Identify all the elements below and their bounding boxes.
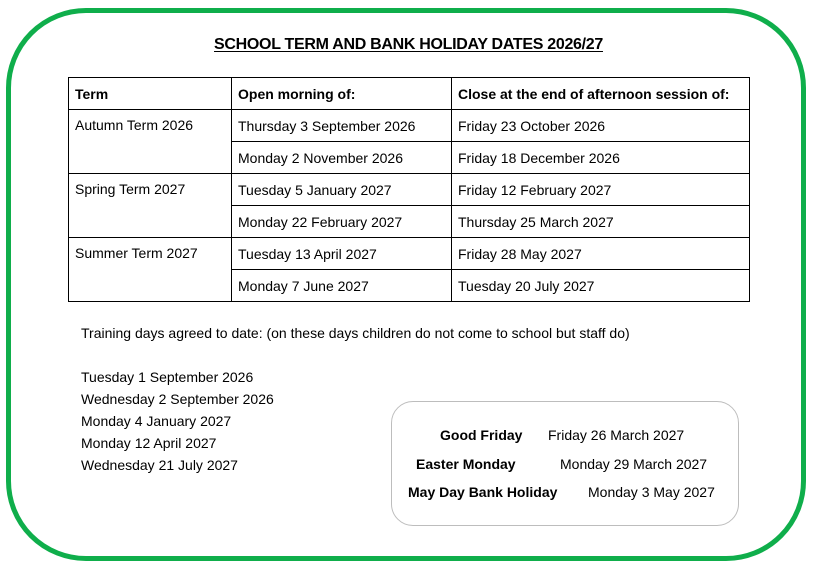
holiday-date: Monday 3 May 2027: [588, 484, 715, 500]
term-dates-table: [68, 77, 750, 302]
training-day: Monday 4 January 2027: [81, 413, 232, 429]
page-title-text: SCHOOL TERM AND BANK HOLIDAY DATES 2026/27: [214, 36, 603, 53]
training-day: Wednesday 2 September 2026: [81, 391, 274, 407]
open-date: Monday 22 February 2027: [232, 206, 452, 238]
close-date: Friday 18 December 2026: [452, 142, 750, 174]
training-days-list: [81, 366, 274, 476]
term-name: Spring Term 2027: [69, 174, 232, 238]
training-day: Wednesday 21 July 2027: [81, 457, 238, 473]
close-date: Friday 23 October 2026: [452, 110, 750, 142]
term-name: Summer Term 2027: [69, 238, 232, 302]
close-date: Friday 12 February 2027: [452, 174, 750, 206]
holiday-name: Good Friday: [440, 427, 523, 443]
holiday-name: Easter Monday: [416, 456, 516, 472]
bank-holidays-box: [391, 401, 739, 526]
training-days-note: Training days agreed to date: (on these days children do not come to school but staff do): [81, 325, 630, 341]
open-date: Monday 7 June 2027: [232, 270, 452, 302]
open-date: Tuesday 13 April 2027: [232, 238, 452, 270]
open-date: Thursday 3 September 2026: [232, 110, 452, 142]
table-row: [69, 238, 750, 270]
close-date: Friday 28 May 2027: [452, 238, 750, 270]
training-day: Tuesday 1 September 2026: [81, 369, 254, 385]
close-date: Thursday 25 March 2027: [452, 206, 750, 238]
header-open: Open morning of:: [232, 78, 452, 110]
open-date: Tuesday 5 January 2027: [232, 174, 452, 206]
table-header-row: [69, 78, 750, 110]
table-row: [69, 174, 750, 206]
term-name: Autumn Term 2026: [69, 110, 232, 174]
holiday-date: Monday 29 March 2027: [560, 456, 708, 472]
header-close: Close at the end of afternoon session of:: [452, 78, 750, 110]
page-title: [0, 36, 817, 54]
training-day: Monday 12 April 2027: [81, 435, 217, 451]
table-row: [69, 110, 750, 142]
holiday-date: Friday 26 March 2027: [548, 427, 685, 443]
header-term: Term: [69, 78, 232, 110]
open-date: Monday 2 November 2026: [232, 142, 452, 174]
holiday-name: May Day Bank Holiday: [408, 484, 558, 500]
close-date: Tuesday 20 July 2027: [452, 270, 750, 302]
